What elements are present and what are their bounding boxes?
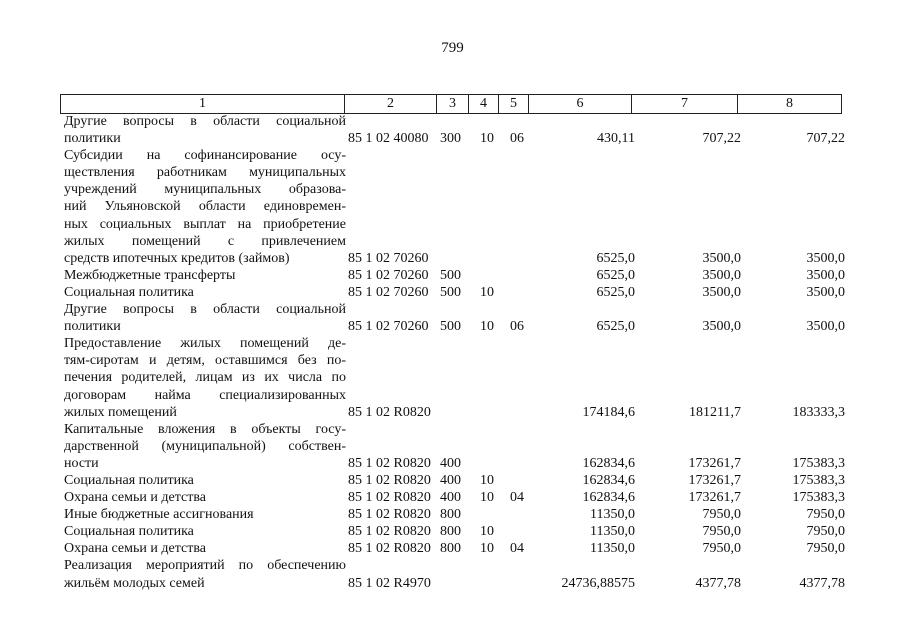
row-name-line: Социальная политика [64, 472, 194, 488]
row-amount-year3: 175383,3 [792, 472, 845, 488]
row-amount-year2: 181211,7 [689, 404, 741, 420]
row-amount-year1: 11350,0 [590, 541, 635, 557]
row-amount-year3: 175383,3 [792, 490, 845, 506]
row-name-line: ществления работникам муниципальных [64, 165, 346, 181]
table-row [60, 284, 845, 301]
row-amount-year1: 6525,0 [596, 250, 635, 266]
row-amount-year1: 11350,0 [590, 524, 635, 540]
table-row [60, 421, 845, 472]
row-amount-year3: 3500,0 [806, 250, 845, 266]
row-name-line: Охрана семьи и детства [64, 490, 206, 506]
row-section: 10 [480, 319, 494, 335]
row-amount-year3: 707,22 [806, 131, 845, 147]
header-col-1: 1 [61, 95, 345, 114]
header-col-2: 2 [345, 95, 437, 114]
row-expense-type: 500 [440, 267, 461, 283]
row-name-line: жилых помещений с привлечением [64, 233, 346, 249]
row-name [60, 421, 346, 472]
row-amount-year2: 173261,7 [688, 472, 741, 488]
table-row [60, 506, 845, 523]
row-amount-year3: 7950,0 [806, 524, 845, 540]
row-code: 85 1 02 R0820 [348, 455, 431, 471]
row-amount-year2: 3500,0 [702, 267, 741, 283]
row-name [60, 147, 346, 267]
row-name [60, 284, 346, 301]
row-amount-year3: 7950,0 [806, 541, 845, 557]
row-code: 85 1 02 70260 [348, 250, 429, 266]
row-amount-year3: 7950,0 [806, 507, 845, 523]
row-amount-year1: 24736,88575 [561, 575, 635, 591]
row-name [60, 472, 346, 489]
row-code: 85 1 02 R4970 [348, 575, 431, 591]
row-code: 85 1 02 70260 [348, 319, 429, 335]
row-name-line: тям-сиротам и детям, оставшимся без по- [64, 353, 346, 369]
row-amount-year1: 11350,0 [590, 507, 635, 523]
row-expense-type: 400 [440, 472, 461, 488]
row-name-line: договорам найма специализированных [64, 387, 346, 403]
row-name-line: Социальная политика [64, 524, 194, 540]
table-row [60, 489, 845, 506]
row-code: 85 1 02 R0820 [348, 472, 431, 488]
row-amount-year3: 4377,78 [799, 575, 845, 591]
table-row [60, 147, 845, 267]
row-expense-type: 500 [440, 284, 461, 300]
row-section: 10 [480, 472, 494, 488]
row-amount-year2: 707,22 [702, 131, 741, 147]
header-col-6: 6 [529, 95, 632, 114]
row-amount-year2: 7950,0 [702, 507, 741, 523]
row-amount-year2: 173261,7 [688, 490, 741, 506]
row-name-line: учреждений муниципальных образова- [64, 182, 346, 198]
row-name-line: Предоставление жилых помещений де- [64, 336, 346, 352]
row-name [60, 506, 346, 523]
row-amount-year2: 7950,0 [702, 541, 741, 557]
row-amount-year1: 162834,6 [582, 455, 635, 471]
table-row [60, 113, 845, 147]
row-subsection: 06 [510, 319, 524, 335]
row-amount-year2: 3500,0 [702, 284, 741, 300]
header-col-7: 7 [632, 95, 738, 114]
table-row [60, 540, 845, 557]
row-name-line: Субсидии на софинансирование осу- [64, 148, 346, 164]
row-amount-year1: 162834,6 [582, 472, 635, 488]
row-name-line: Иные бюджетные ассигнования [64, 507, 254, 523]
row-name [60, 113, 346, 147]
row-expense-type: 800 [440, 541, 461, 557]
row-subsection: 06 [510, 131, 524, 147]
row-name-line: Другие вопросы в области социальной [64, 302, 346, 318]
row-name [60, 489, 346, 506]
row-amount-year1: 6525,0 [596, 267, 635, 283]
row-amount-year1: 6525,0 [596, 319, 635, 335]
header-col-4: 4 [469, 95, 499, 114]
row-name-line: жилых помещений [64, 404, 177, 420]
header-col-5: 5 [499, 95, 529, 114]
row-amount-year3: 183333,3 [792, 404, 845, 420]
row-code: 85 1 02 R0820 [348, 490, 431, 506]
row-name-line: Реализация мероприятий по обеспечению [64, 558, 346, 574]
row-amount-year3: 3500,0 [806, 319, 845, 335]
row-amount-year2: 3500,0 [702, 319, 741, 335]
row-name-line: Межбюджетные трансферты [64, 267, 236, 283]
table-row [60, 557, 845, 591]
row-name-line: печения родителей, лицам из их числа по [64, 370, 346, 386]
row-amount-year1: 174184,6 [582, 404, 635, 420]
table-row [60, 267, 845, 284]
row-name [60, 523, 346, 540]
budget-table-body [60, 113, 845, 592]
row-name-line: ных социальных выплат на приобретение [64, 216, 346, 232]
row-amount-year3: 175383,3 [792, 455, 845, 471]
table-row [60, 523, 845, 540]
row-expense-type: 500 [440, 319, 461, 335]
row-amount-year2: 173261,7 [688, 455, 741, 471]
row-name [60, 540, 346, 557]
row-amount-year1: 6525,0 [596, 284, 635, 300]
row-code: 85 1 02 R0820 [348, 524, 431, 540]
row-name [60, 267, 346, 284]
row-code: 85 1 02 70260 [348, 284, 429, 300]
page-number: 799 [441, 40, 464, 56]
row-amount-year2: 7950,0 [702, 524, 741, 540]
row-amount-year1: 430,11 [597, 131, 635, 147]
row-subsection: 04 [510, 541, 524, 557]
row-amount-year2: 4377,78 [695, 575, 741, 591]
row-expense-type: 300 [440, 131, 461, 147]
row-amount-year2: 3500,0 [702, 250, 741, 266]
header-col-8: 8 [738, 95, 842, 114]
row-name [60, 301, 346, 335]
row-expense-type: 800 [440, 507, 461, 523]
column-header-row [60, 94, 842, 114]
row-name-line: политики [64, 131, 121, 147]
row-name-line: Социальная политика [64, 284, 194, 300]
row-name [60, 557, 346, 591]
row-expense-type: 400 [440, 490, 461, 506]
table-row [60, 335, 845, 420]
row-code: 85 1 02 40080 [348, 131, 429, 147]
table-row [60, 472, 845, 489]
row-amount-year3: 3500,0 [806, 284, 845, 300]
row-code: 85 1 02 R0820 [348, 541, 431, 557]
row-name [60, 335, 346, 420]
row-amount-year3: 3500,0 [806, 267, 845, 283]
row-section: 10 [480, 524, 494, 540]
row-code: 85 1 02 R0820 [348, 404, 431, 420]
row-name-line: средств ипотечных кредитов (займов) [64, 250, 290, 266]
row-name-line: Охрана семьи и детства [64, 541, 206, 557]
header-col-3: 3 [437, 95, 469, 114]
row-name-line: ний Ульяновской области единовремен- [64, 199, 346, 215]
row-name-line: дарственной (муниципальной) собствен- [64, 438, 346, 454]
row-section: 10 [480, 490, 494, 506]
row-expense-type: 400 [440, 455, 461, 471]
row-name-line: ности [64, 455, 99, 471]
row-subsection: 04 [510, 490, 524, 506]
row-section: 10 [480, 131, 494, 147]
row-name-line: политики [64, 319, 121, 335]
row-expense-type: 800 [440, 524, 461, 540]
row-section: 10 [480, 284, 494, 300]
row-section: 10 [480, 541, 494, 557]
row-name-line: жильём молодых семей [64, 575, 205, 591]
row-code: 85 1 02 70260 [348, 267, 429, 283]
row-code: 85 1 02 R0820 [348, 507, 431, 523]
row-amount-year1: 162834,6 [582, 490, 635, 506]
row-name-line: Капитальные вложения в объекты госу- [64, 421, 346, 437]
row-name-line: Другие вопросы в области социальной [64, 114, 346, 129]
table-row [60, 301, 845, 335]
